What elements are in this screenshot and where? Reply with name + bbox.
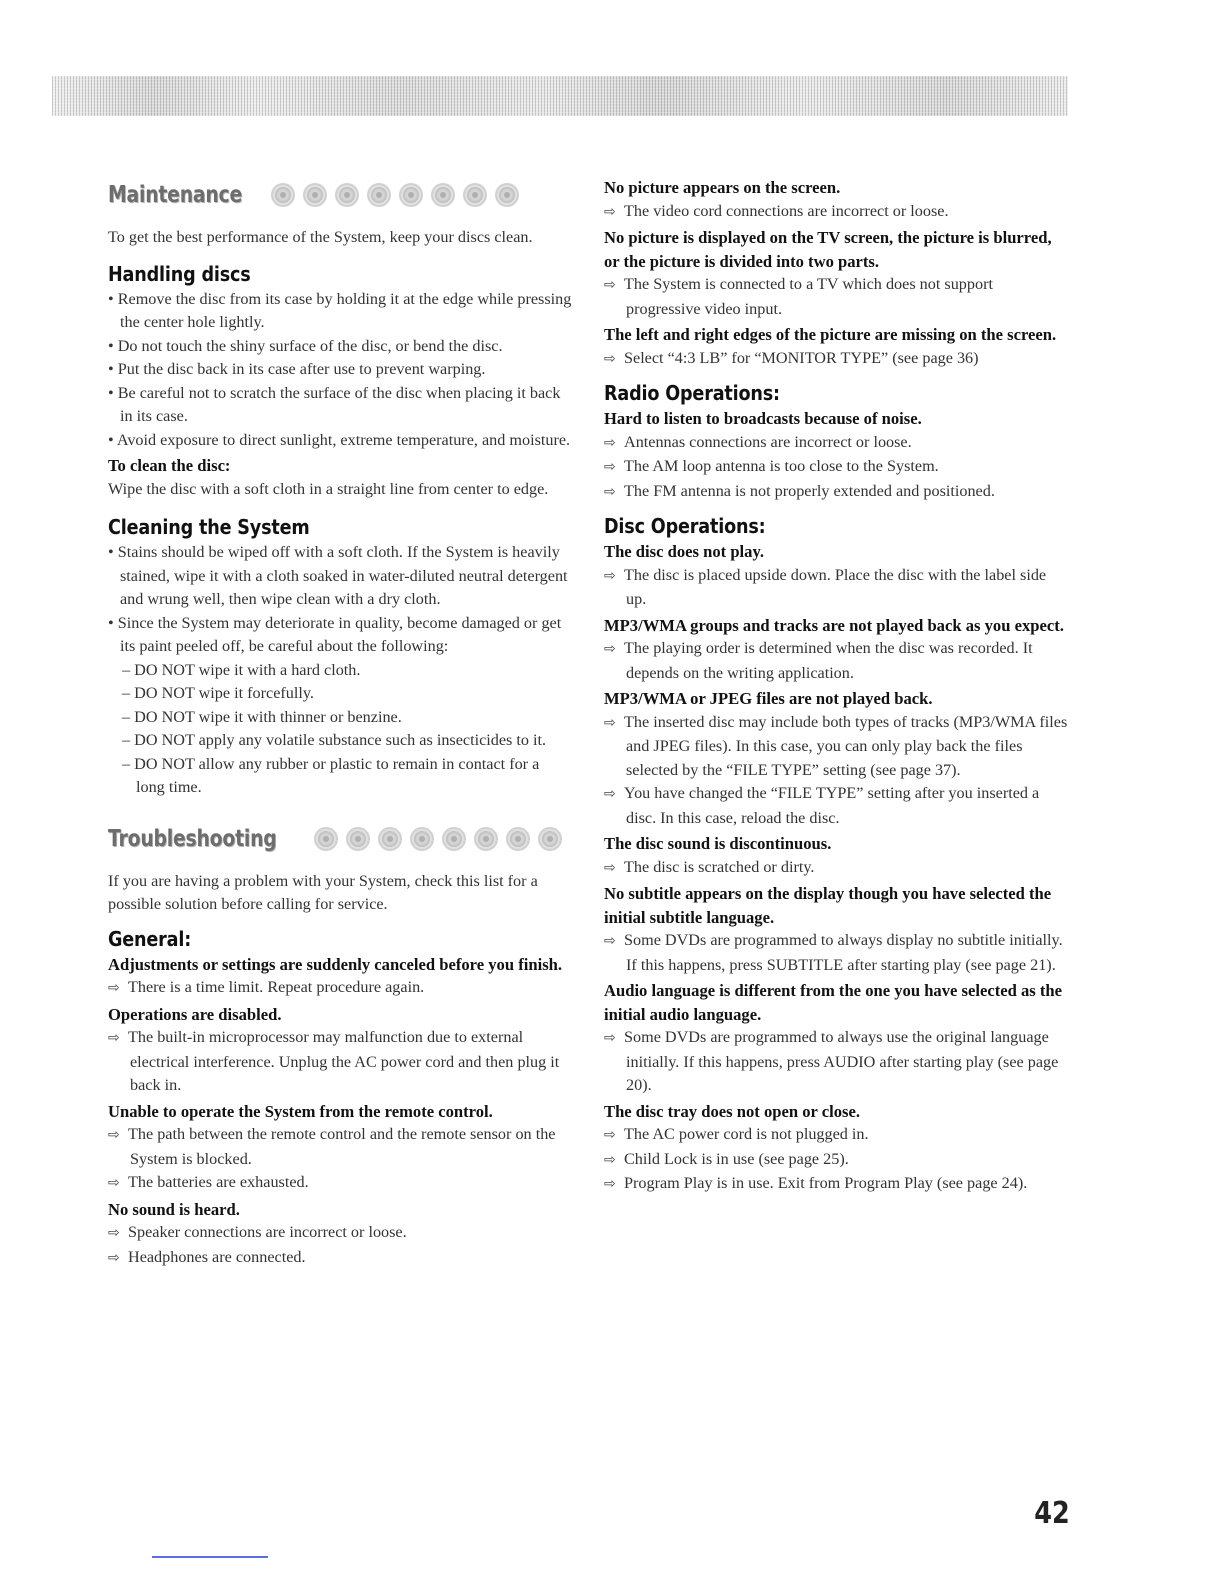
list-item: • Put the disc back in its case after use to prevent warping. xyxy=(108,360,486,378)
right-column xyxy=(604,174,1070,1197)
radio-operations-heading: Radio Operations: xyxy=(604,381,780,405)
problem-answer: ⇨ The inserted disc may include both types of tracks (MP3/WMA files and JPEG files). In this case, you can only play back the files selected by the “FILE TYPE” setting (see page 37). xyxy=(604,712,1068,779)
arrow-right-icon: ⇨ xyxy=(108,1030,120,1046)
arrow-right-icon: ⇨ xyxy=(604,859,616,876)
problem-question: MP3/WMA or JPEG files are not played back. xyxy=(604,689,933,708)
maintenance-heading: Maintenance xyxy=(108,178,572,212)
list-item: • Do not touch the shiny surface of the disc, or bend the disc. xyxy=(108,336,503,355)
dot-icon xyxy=(367,183,391,207)
dot-icon xyxy=(431,183,455,207)
arrow-right-icon: ⇨ xyxy=(604,1176,616,1192)
arrow-right-icon: ⇨ xyxy=(108,1225,120,1241)
dot-icon xyxy=(474,827,498,851)
list-item: • Be careful not to scratch the surface of the disc when placing it back in its case. xyxy=(108,383,561,425)
arrow-right-icon: ⇨ xyxy=(604,1151,616,1168)
arrow-right-icon: ⇨ xyxy=(604,350,616,367)
problem-question: The disc tray does not open or close. xyxy=(604,1101,860,1121)
problem-question: The left and right edges of the picture are missing on the screen. xyxy=(604,325,1057,344)
arrow-right-icon: ⇨ xyxy=(604,434,616,451)
problem-question: The disc does not play. xyxy=(604,542,764,561)
arrow-right-icon: ⇨ xyxy=(604,1127,616,1143)
list-item: – DO NOT allow any rubber or plastic to remain in contact for a long time. xyxy=(122,754,540,796)
page-number: 42 xyxy=(1034,1496,1070,1531)
problem-question: Adjustments or settings are suddenly canceled before you finish. xyxy=(108,954,563,974)
list-item: – DO NOT apply any volatile substance such as insecticides to it. xyxy=(122,731,547,749)
arrow-right-icon: ⇨ xyxy=(108,1249,120,1266)
problem-answer: ⇨ The System is connected to a TV which does not support progressive video input. xyxy=(604,275,993,318)
footer-divider xyxy=(152,1556,268,1558)
clean-disc-text: Wipe the disc with a soft cloth in a straight line from center to edge. xyxy=(108,479,549,498)
dot-icon xyxy=(495,183,519,207)
list-item: • Remove the disc from its case by holding it at the edge while pressing the center hole lightly. xyxy=(108,289,572,331)
problem-question: Audio language is different from the one you have selected as the initial audio language. xyxy=(604,981,1062,1024)
heading-dots-decoration xyxy=(271,183,519,207)
problem-question: Hard to listen to broadcasts because of noise. xyxy=(604,409,922,428)
arrow-right-icon: ⇨ xyxy=(108,980,120,996)
problem-answer: ⇨ The playing order is determined when the disc was recorded. It depends on the writing application. xyxy=(604,639,1033,682)
dot-icon xyxy=(346,827,370,851)
problem-answer: ⇨ Speaker connections are incorrect or loose. xyxy=(108,1221,572,1246)
arrow-right-icon: ⇨ xyxy=(108,1175,120,1191)
problem-answer: ⇨ The AM loop antenna is too close to the System. xyxy=(604,455,1070,480)
arrow-right-icon: ⇨ xyxy=(604,1030,616,1046)
arrow-right-icon: ⇨ xyxy=(604,277,616,293)
arrow-right-icon: ⇨ xyxy=(108,1127,120,1143)
dot-icon xyxy=(303,183,327,207)
header-banner xyxy=(52,76,1068,116)
dot-icon xyxy=(442,827,466,851)
problem-answer: ⇨ Some DVDs are programmed to always use the original language initially. If this happens, press AUDIO after starting play (see page 20). xyxy=(604,1028,1059,1094)
problem-answer: ⇨ The disc is placed upside down. Place the disc with the label side up. xyxy=(604,565,1047,608)
dot-icon xyxy=(506,827,530,851)
arrow-right-icon: ⇨ xyxy=(604,786,616,802)
problem-answer: ⇨ Child Lock is in use (see page 25). xyxy=(604,1148,1070,1173)
problem-question: No picture appears on the screen. xyxy=(604,178,841,197)
troubleshooting-heading: Troubleshooting xyxy=(108,822,572,856)
problem-answer: ⇨ You have changed the “FILE TYPE” setting after you inserted a disc. In this case, reload the disc. xyxy=(604,784,1040,827)
problem-answer: ⇨ Some DVDs are programmed to always display no subtitle initially. If this happens, press SUBTITLE after starting play (see page 21). xyxy=(604,931,1063,974)
problem-answer: ⇨ The batteries are exhausted. xyxy=(108,1171,572,1196)
problem-answer: ⇨ Program Play is in use. Exit from Program Play (see page 24). xyxy=(604,1172,1070,1197)
arrow-right-icon: ⇨ xyxy=(604,483,616,500)
problem-answer: ⇨ The FM antenna is not properly extended and positioned. xyxy=(604,480,1070,505)
arrow-right-icon: ⇨ xyxy=(604,641,616,657)
list-item: • Stains should be wiped off with a soft cloth. If the System is heavily stained, wipe it with a cloth soaked in water-diluted neutral detergent and wrung well, then wipe clean with a dry cloth. xyxy=(108,543,568,608)
dot-icon xyxy=(538,827,562,851)
arrow-right-icon: ⇨ xyxy=(604,714,616,731)
dot-icon xyxy=(410,827,434,851)
dot-icon xyxy=(463,183,487,207)
list-item: • Avoid exposure to direct sunlight, extreme temperature, and moisture. xyxy=(108,430,571,449)
problem-answer: ⇨ The built-in microprocessor may malfunction due to external electrical interference. Unplug the AC power cord and then plug it back in. xyxy=(108,1028,560,1094)
arrow-right-icon: ⇨ xyxy=(604,203,616,220)
problem-answer: ⇨ The disc is scratched or dirty. xyxy=(604,856,1070,881)
problem-question: The disc sound is discontinuous. xyxy=(604,834,832,853)
problem-question: No sound is heard. xyxy=(108,1199,240,1219)
problem-question: Operations are disabled. xyxy=(108,1004,282,1024)
dot-icon xyxy=(271,183,295,207)
dot-icon xyxy=(399,183,423,207)
problem-question: No subtitle appears on the display though you have selected the initial subtitle language. xyxy=(604,884,1052,927)
problem-answer: ⇨ The video cord connections are incorrect or loose. xyxy=(604,200,1070,225)
general-heading: General: xyxy=(108,926,192,951)
cleaning-system-heading: Cleaning the System xyxy=(108,515,310,539)
arrow-right-icon: ⇨ xyxy=(604,933,616,949)
arrow-right-icon: ⇨ xyxy=(604,459,616,475)
dot-icon xyxy=(335,183,359,207)
list-item: • Since the System may deteriorate in quality, become damaged or get its paint peeled off, be careful about the following: xyxy=(108,613,562,655)
heading-dots-decoration xyxy=(314,827,562,851)
disc-operations-heading: Disc Operations: xyxy=(604,514,766,538)
arrow-right-icon: ⇨ xyxy=(604,567,616,584)
problem-answer: ⇨ Headphones are connected. xyxy=(108,1246,572,1271)
clean-disc-label: To clean the disc: xyxy=(108,456,231,475)
troubleshooting-intro: If you are having a problem with your System, check this list for a possible solution before calling for service. xyxy=(108,871,538,913)
problem-answer: ⇨ There is a time limit. Repeat procedure again. xyxy=(108,976,572,1001)
problem-question: No picture is displayed on the TV screen, the picture is blurred, or the picture is divided into two parts. xyxy=(604,228,1052,271)
list-item: – DO NOT wipe it with a hard cloth. xyxy=(122,660,361,679)
list-item: – DO NOT wipe it with thinner or benzine. xyxy=(122,707,402,726)
handling-discs-heading: Handling discs xyxy=(108,261,251,286)
problem-answer: ⇨ The path between the remote control and the remote sensor on the System is blocked. xyxy=(108,1125,556,1168)
left-column xyxy=(108,178,572,1270)
problem-question: Unable to operate the System from the remote control. xyxy=(108,1101,493,1121)
problem-answer: ⇨ Select “4:3 LB” for “MONITOR TYPE” (see page 36) xyxy=(604,347,1070,372)
dot-icon xyxy=(314,827,338,851)
list-item: – DO NOT wipe it forcefully. xyxy=(122,684,314,702)
problem-answer: ⇨ The AC power cord is not plugged in. xyxy=(604,1123,1070,1148)
problem-answer: ⇨ Antennas connections are incorrect or loose. xyxy=(604,431,1070,456)
dot-icon xyxy=(378,827,402,851)
problem-question: MP3/WMA groups and tracks are not played back as you expect. xyxy=(604,615,1064,635)
maintenance-intro: To get the best performance of the System, keep your discs clean. xyxy=(108,228,533,246)
